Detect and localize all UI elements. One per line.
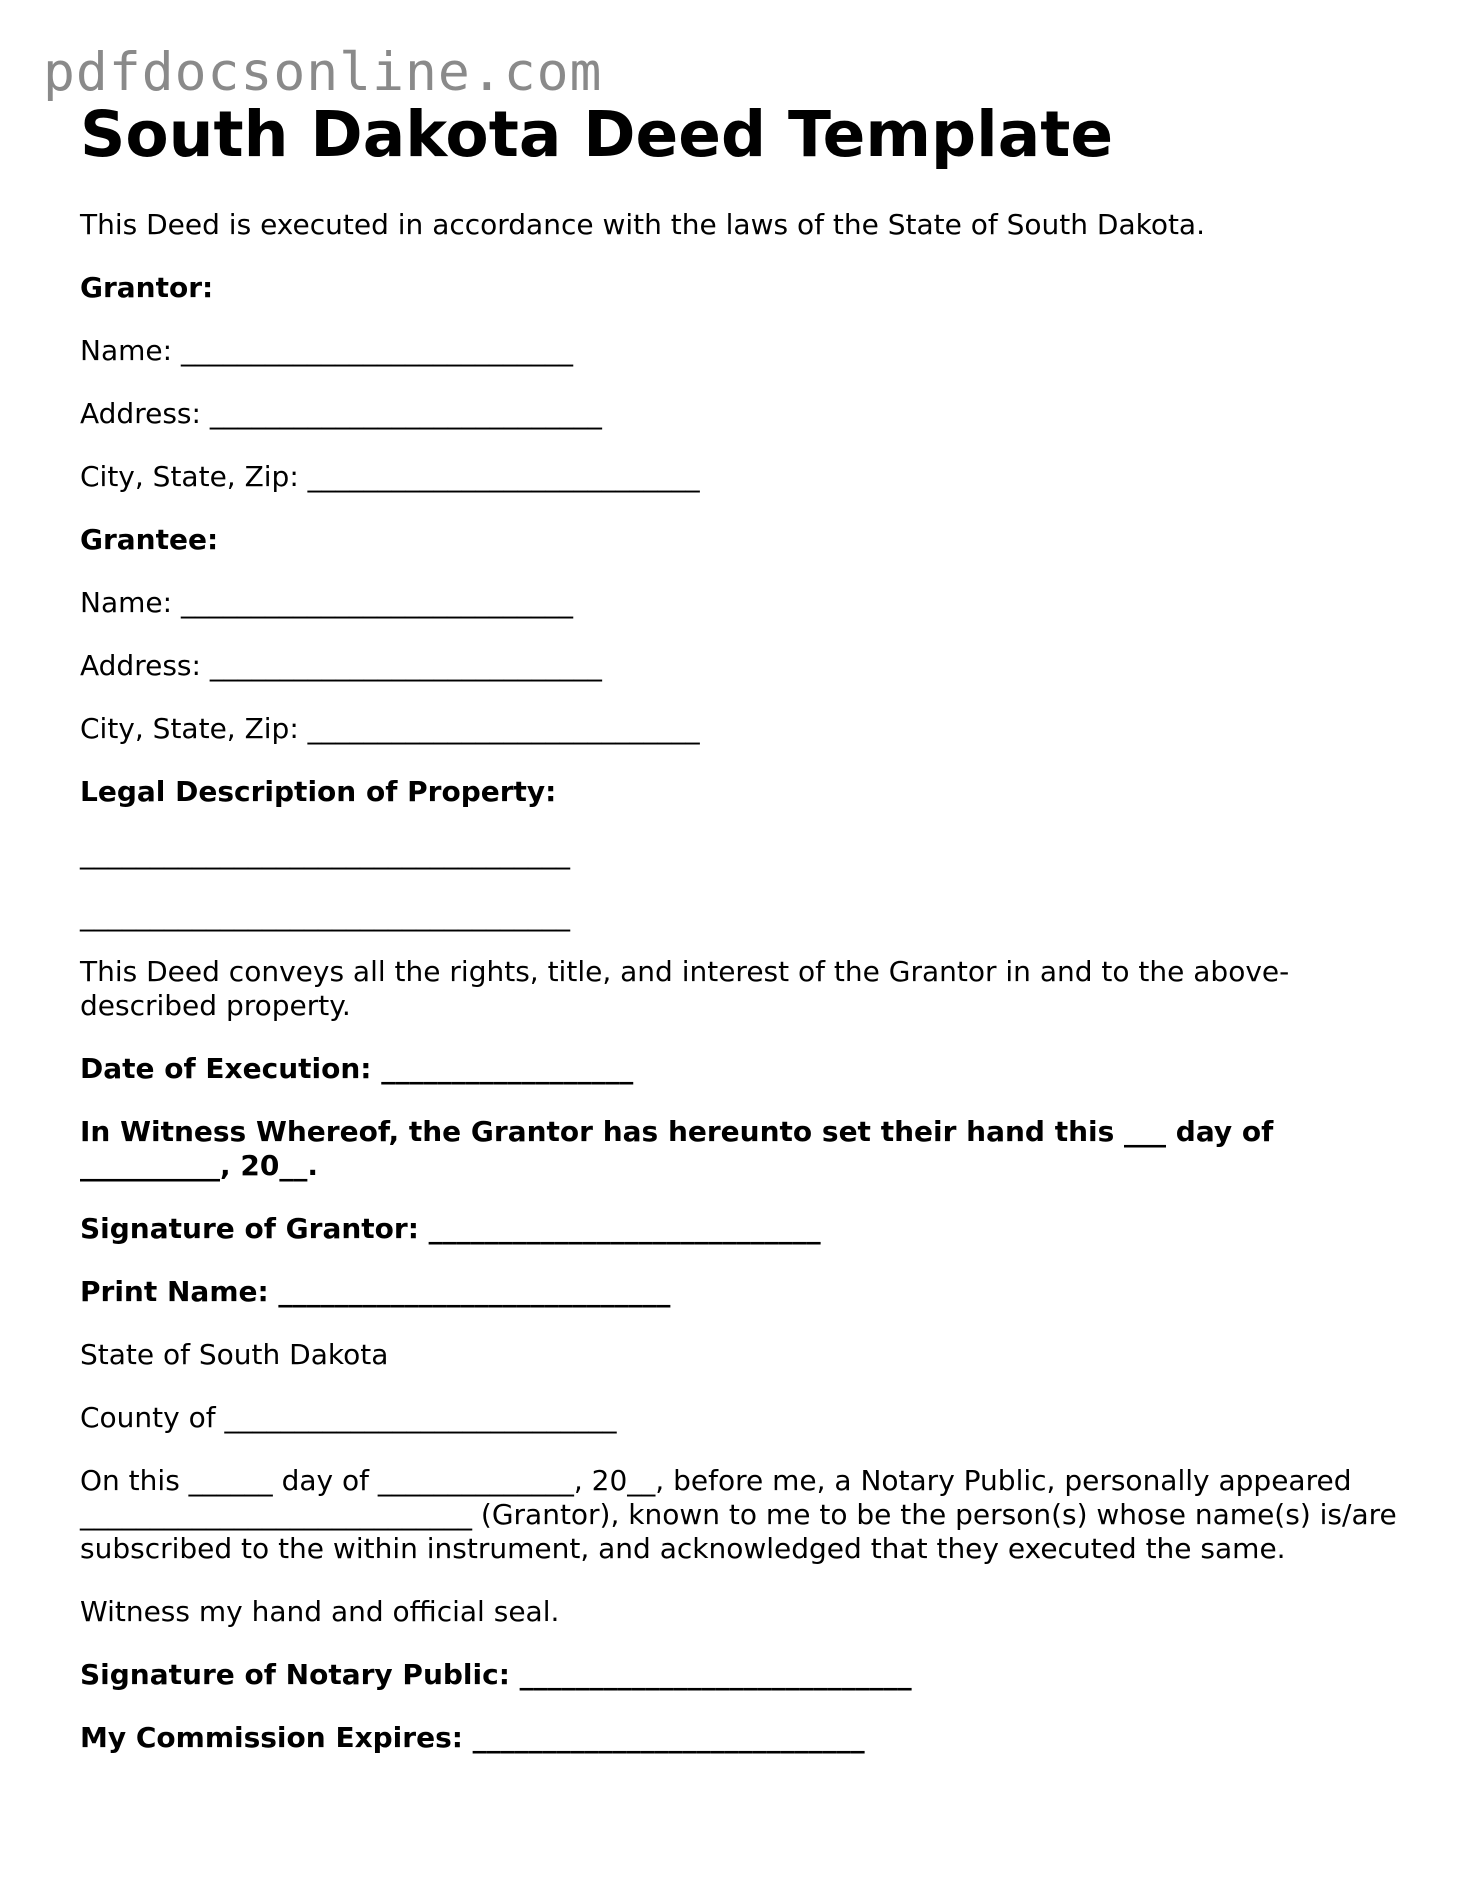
witness-seal-text: Witness my hand and official seal.: [80, 1595, 560, 1628]
grantor-address-field: Address: ____________________________: [80, 397, 602, 430]
acknowledgment-text: On this ______ day of ______________, 20__, before me, a Notary Public, personally appeared ____________________________ (Grantor), known to me to be the person(s) whose name(s) is/are subscribed to the within instrument, and acknowledged that they executed the same.: [80, 1464, 1397, 1565]
grantor-city-field: City, State, Zip: ____________________________: [80, 460, 700, 493]
grantee-name-field: Name: ____________________________: [80, 586, 573, 619]
conveyance-text: This Deed conveys all the rights, title, and interest of the Grantor in and to the above-described property.: [80, 955, 1290, 1022]
grantor-name-field: Name: ____________________________: [80, 334, 573, 367]
intro-text: This Deed is executed in accordance with the laws of the State of South Dakota.: [80, 208, 1205, 241]
document-body: [80, 208, 1400, 1784]
legal-description-line: ___________________________________: [80, 899, 570, 932]
state-text: State of South Dakota: [80, 1338, 389, 1371]
grantee-address-field: Address: ____________________________: [80, 649, 602, 682]
date-of-execution-field: Date of Execution: __________________: [80, 1052, 634, 1085]
witness-whereof-text: In Witness Whereof, the Grantor has hereunto set their hand this ___ day of __________, 20__.: [80, 1115, 1274, 1182]
grantee-heading: Grantee:: [80, 523, 219, 556]
grantor-signature-field: Signature of Grantor: ____________________________: [80, 1212, 821, 1245]
watermark: pdfdocsonline.com: [43, 42, 603, 103]
page-title: South Dakota Deed Template: [80, 98, 1114, 171]
legal-description-heading: Legal Description of Property:: [80, 775, 557, 808]
grantor-heading: Grantor:: [80, 271, 214, 304]
commission-expires-field: My Commission Expires: ____________________________: [80, 1721, 865, 1754]
legal-description-line: ___________________________________: [80, 837, 570, 870]
notary-signature-field: Signature of Notary Public: ____________________________: [80, 1658, 912, 1691]
county-field: County of ____________________________: [80, 1401, 617, 1434]
grantee-city-field: City, State, Zip: ____________________________: [80, 712, 700, 745]
print-name-field: Print Name: ____________________________: [80, 1275, 671, 1308]
